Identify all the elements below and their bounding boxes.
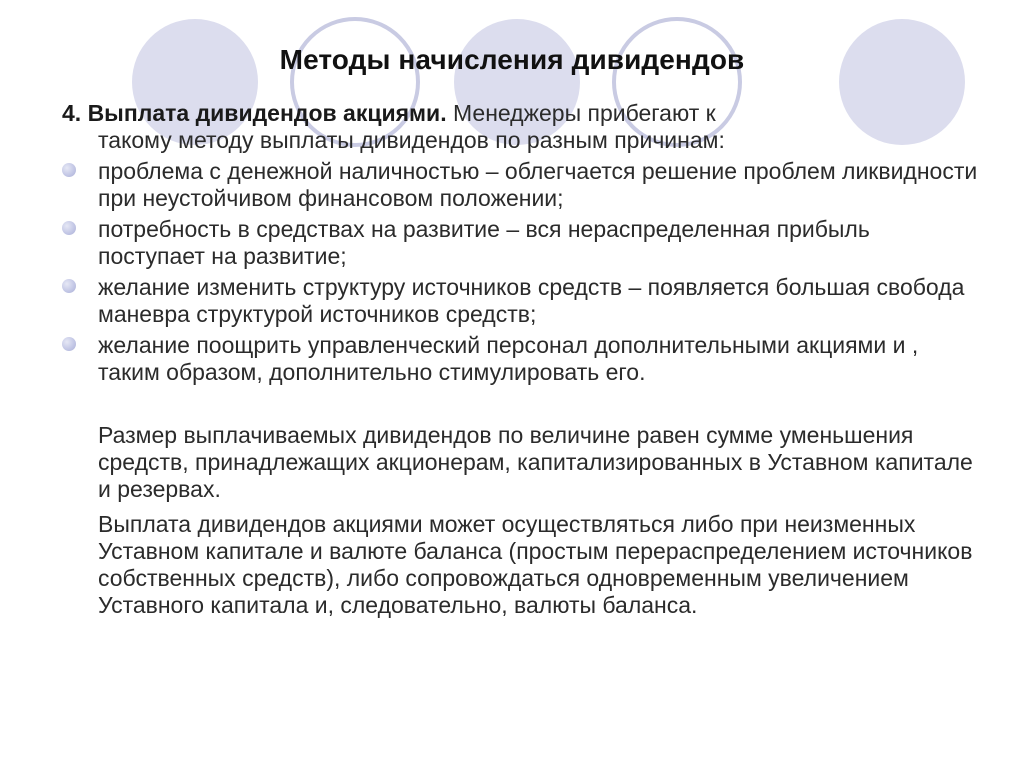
bullet-text: проблема с денежной наличностью – облегчается решение проблем ликвидности при неустойчивом финансовом положении; [98,158,978,211]
bullet-item [62,274,982,328]
bullet-text: желание поощрить управленческий персонал дополнительными акциями и , таким образом, дополнительно стимулировать его. [98,332,919,385]
circle-bullet-icon [62,279,76,293]
bullet-list [62,158,982,386]
slide-content [62,100,982,619]
slide-title: Методы начисления дивидендов [279,44,745,75]
intro-paragraph [62,100,982,154]
circle-bullet-icon [62,221,76,235]
bullet-item [62,216,982,270]
intro-heading: 4. Выплата дивидендов акциями. [62,100,447,126]
circle-bullet-icon [62,163,76,177]
bullet-text: желание изменить структуру источников средств – появляется большая свобода маневра структурой источников средств; [98,274,965,327]
circle-bullet-icon [62,337,76,351]
bullet-text: потребность в средствах на развитие – вся нераспределенная прибыль поступает на развитие; [98,216,870,269]
intro-text-line2: такому методу выплаты дивидендов по разным причинам: [98,127,725,153]
bullet-item [62,332,982,386]
bullet-item [62,158,982,212]
intro-text-line1: Менеджеры прибегают к [446,100,716,126]
paragraph-dividend-size: Размер выплачиваемых дивидендов по величине равен сумме уменьшения средств, принадлежащих акционерам, капитализированных в Уставном капитале и резервах. [98,422,973,502]
paragraph-dividend-payment: Выплата дивидендов акциями может осуществляться либо при неизменных Уставном капитале и валюте баланса (простым перераспределением источников собственных средств), либо сопровождаться одновременным увеличением Уставного капитала и, следовательно, валюты баланса. [98,511,973,618]
